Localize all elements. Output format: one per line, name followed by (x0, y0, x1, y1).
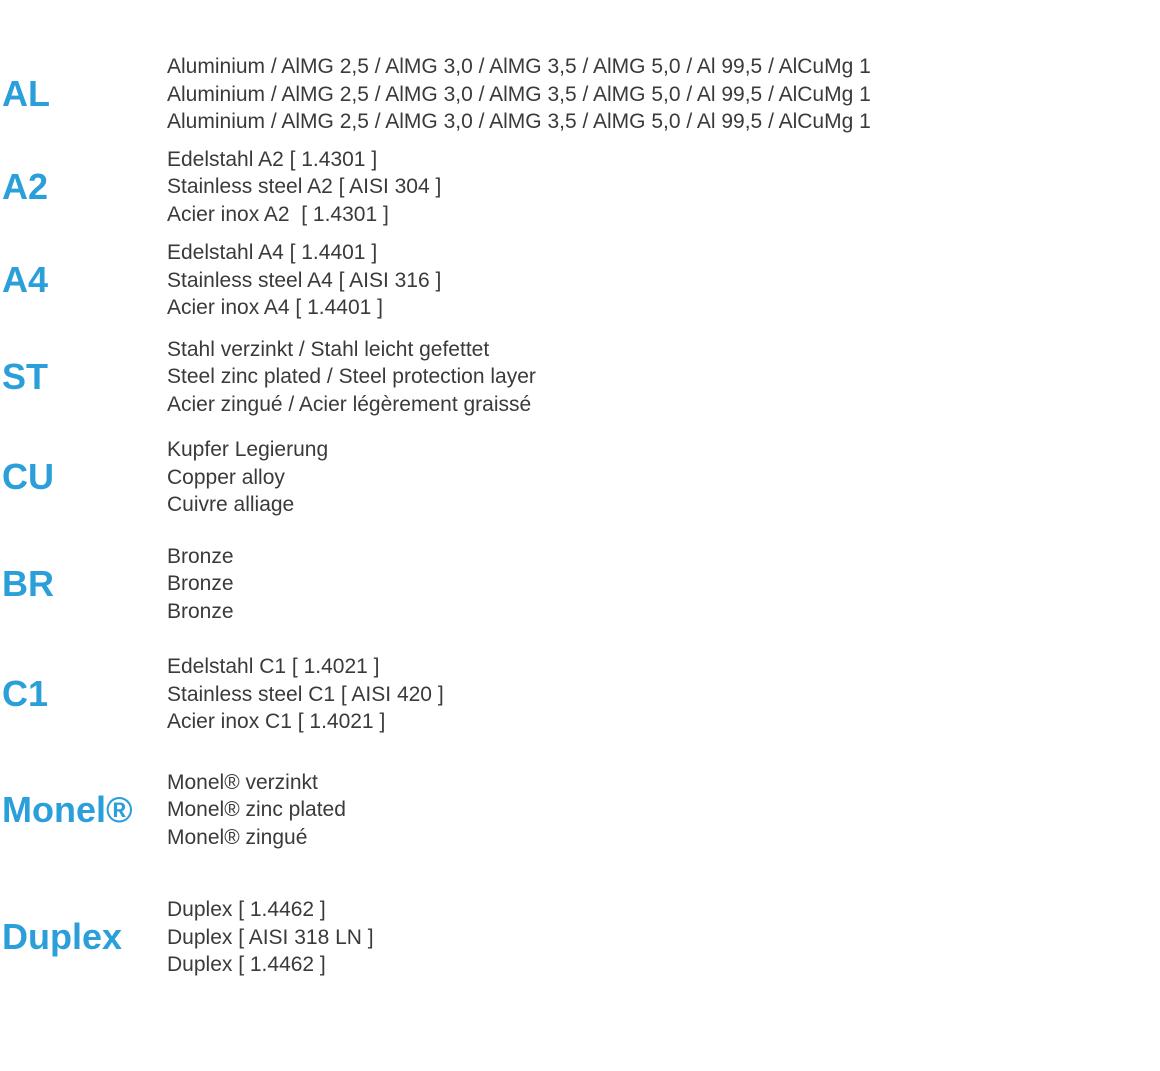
material-description-line-de: Edelstahl C1 [ 1.4021 ] (167, 655, 380, 678)
material-code: CU (2, 456, 54, 498)
material-description-line-fr: Monel® zingué (167, 825, 308, 849)
material-row (0, 769, 1160, 852)
material-code: AL (2, 73, 50, 115)
material-descriptions (167, 53, 1160, 136)
material-description-line-en: Stainless steel A2 [ AISI 304 ] (167, 175, 442, 198)
material-description-line-fr: Acier inox A4 [ 1.4401 ] (167, 296, 383, 319)
material-row (0, 146, 1160, 229)
material-descriptions (167, 436, 1160, 519)
material-description-line-en: Steel zinc plated / Steel protection layer (167, 365, 536, 388)
material-row (0, 239, 1160, 322)
material-description-line-de: Edelstahl A4 [ 1.4401 ] (167, 241, 378, 264)
material-description-line-en: Monel® zinc plated (167, 798, 346, 821)
material-description-line-de: Stahl verzinkt / Stahl leicht gefettet (167, 337, 490, 361)
material-description-line-fr: Acier inox C1 [ 1.4021 ] (167, 710, 386, 733)
material-description-line-fr: Bronze (167, 599, 234, 623)
material-code: A4 (2, 259, 49, 301)
material-descriptions (167, 239, 1160, 322)
material-description-line-fr: Duplex [ 1.4462 ] (167, 953, 326, 976)
material-descriptions (167, 336, 1160, 419)
material-row (0, 436, 1160, 519)
material-description-line-en: Bronze (167, 572, 234, 595)
material-code: Duplex (2, 916, 123, 958)
material-descriptions (167, 896, 1160, 979)
material-code: ST (2, 355, 49, 397)
material-description-line-de: Kupfer Legierung (167, 438, 329, 461)
material-description-line-en: Stainless steel C1 [ AISI 420 ] (167, 682, 444, 706)
material-description-line-fr: Aluminium / AlMG 2,5 / AlMG 3,0 / AlMG 3,5 / AlMG 5,0 / Al 99,5 / AlCuMg 1 (167, 110, 871, 133)
material-description-line-en: Copper alloy (167, 465, 285, 489)
material-row (0, 896, 1160, 979)
material-description-line-fr: Acier zingué / Acier légèrement graissé (167, 392, 532, 416)
material-row (0, 653, 1160, 736)
material-description-line-de: Duplex [ 1.4462 ] (167, 898, 326, 921)
material-code: BR (2, 562, 54, 604)
material-description-line-de: Edelstahl A2 [ 1.4301 ] (167, 147, 378, 171)
materials-list (0, 53, 1160, 979)
material-code: C1 (2, 673, 49, 715)
material-code: Monel® (2, 788, 133, 830)
material-code: A2 (2, 165, 49, 207)
material-description-line-en: Aluminium / AlMG 2,5 / AlMG 3,0 / AlMG 3,5 / AlMG 5,0 / Al 99,5 / AlCuMg 1 (167, 82, 871, 106)
material-descriptions (167, 543, 1160, 626)
material-description-line-fr: Cuivre alliage (167, 493, 295, 516)
material-description-line-de: Aluminium / AlMG 2,5 / AlMG 3,0 / AlMG 3,5 / AlMG 5,0 / Al 99,5 / AlCuMg 1 (167, 55, 871, 78)
material-description-line-en: Stainless steel A4 [ AISI 316 ] (167, 268, 442, 292)
material-row (0, 336, 1160, 419)
material-description-line-fr: Acier inox A2 [ 1.4301 ] (167, 202, 389, 226)
material-descriptions (167, 146, 1160, 229)
material-descriptions (167, 653, 1160, 736)
material-description-line-de: Monel® verzinkt (167, 770, 318, 794)
material-description-line-en: Duplex [ AISI 318 LN ] (167, 925, 374, 949)
material-row (0, 53, 1160, 136)
material-description-line-de: Bronze (167, 544, 234, 568)
material-row (0, 543, 1160, 626)
material-descriptions (167, 769, 1160, 852)
